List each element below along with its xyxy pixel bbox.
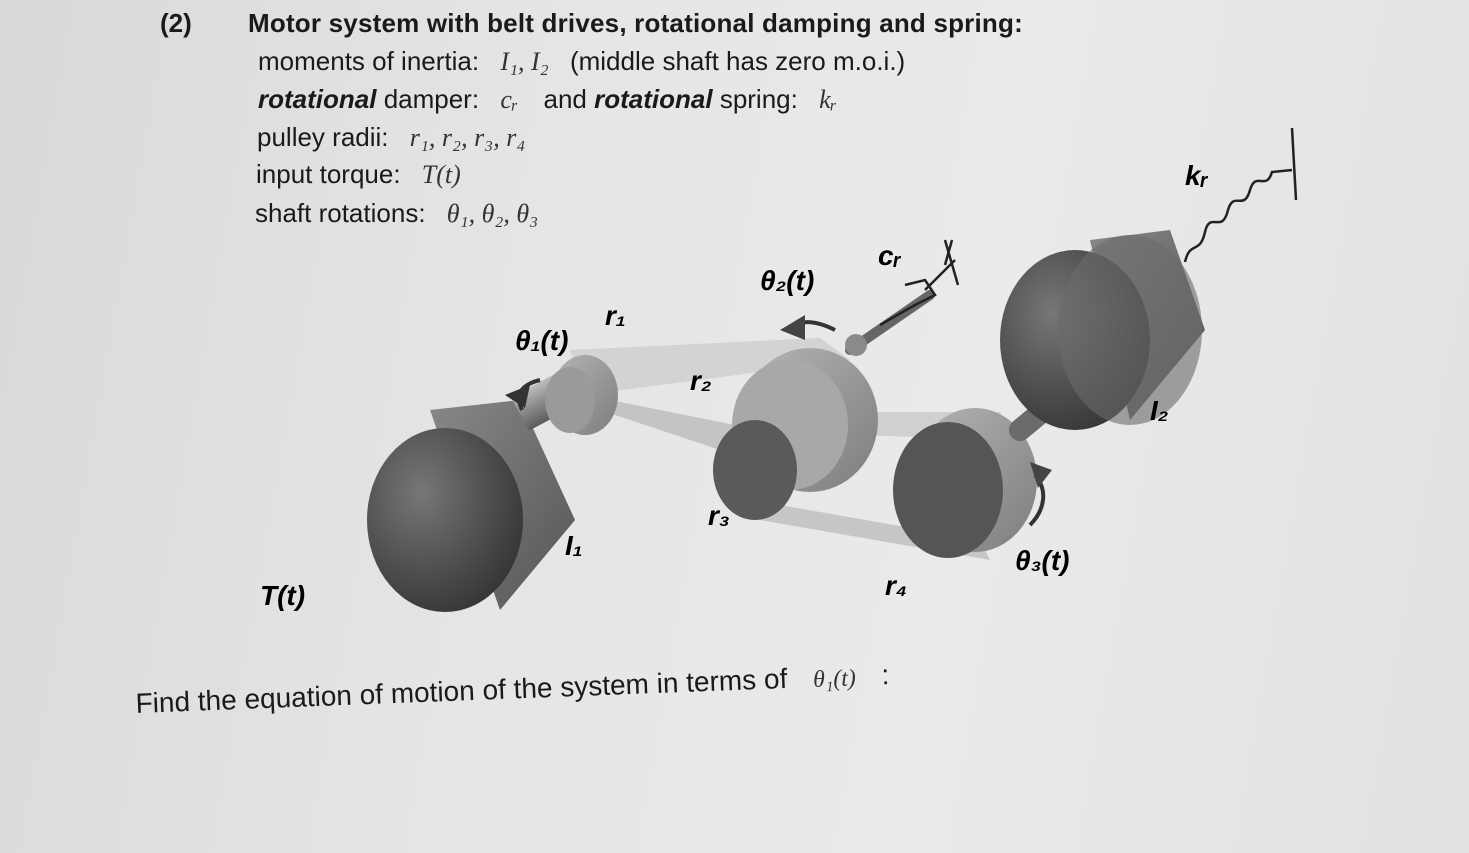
question-colon: : <box>880 659 890 691</box>
label-r3: r₃ <box>708 500 730 531</box>
inertia-note: (middle shaft has zero m.o.i.) <box>569 46 906 76</box>
label-cr: cᵣ <box>878 240 902 271</box>
label-I2: I₂ <box>1150 395 1169 426</box>
label-theta1: θ₁(t) <box>515 325 569 356</box>
torque-math: T(t) <box>421 160 461 189</box>
question-text: Find the equation of motion of the system in terms of <box>135 662 788 719</box>
problem-title: Motor system with belt drives, rotational damping and spring: <box>248 8 1023 38</box>
damper-math: cᵣ <box>500 85 519 114</box>
inertia-label: moments of inertia: <box>258 46 480 76</box>
label-theta3: θ₃(t) <box>1015 545 1070 576</box>
inertia-I2-cylinder <box>1000 230 1205 430</box>
spring-label: spring: <box>719 84 798 114</box>
damper-label: damper: <box>383 84 480 114</box>
rotations-math: θ₁, θ₂, θ₃ <box>446 199 539 228</box>
problem-number: (2) <box>160 8 192 38</box>
theta2-arrow <box>780 315 835 340</box>
label-r1: r₁ <box>605 300 626 331</box>
label-I1: I₁ <box>565 530 583 561</box>
torque-label: input torque: <box>256 159 401 189</box>
label-r4: r₄ <box>885 570 908 601</box>
label-kr: kᵣ <box>1185 160 1209 191</box>
pulley-r1 <box>545 355 618 435</box>
label-r2: r₂ <box>690 365 712 396</box>
inertia-math: I₁, I₂ <box>500 47 549 76</box>
and-word: and <box>543 84 587 114</box>
damper-word: rotational <box>258 84 377 114</box>
label-theta2: θ₂(t) <box>760 265 815 296</box>
question-math: θ₁(t) <box>812 665 857 693</box>
radii-math: r₁, r₂, r₃, r₄ <box>409 123 526 152</box>
label-torque: T(t) <box>260 580 306 611</box>
spring-kr <box>1185 128 1296 262</box>
rotations-label: shaft rotations: <box>255 198 426 228</box>
radii-label: pulley radii: <box>257 122 389 152</box>
spring-word: rotational <box>594 84 713 114</box>
spring-math: kᵣ <box>819 85 838 114</box>
